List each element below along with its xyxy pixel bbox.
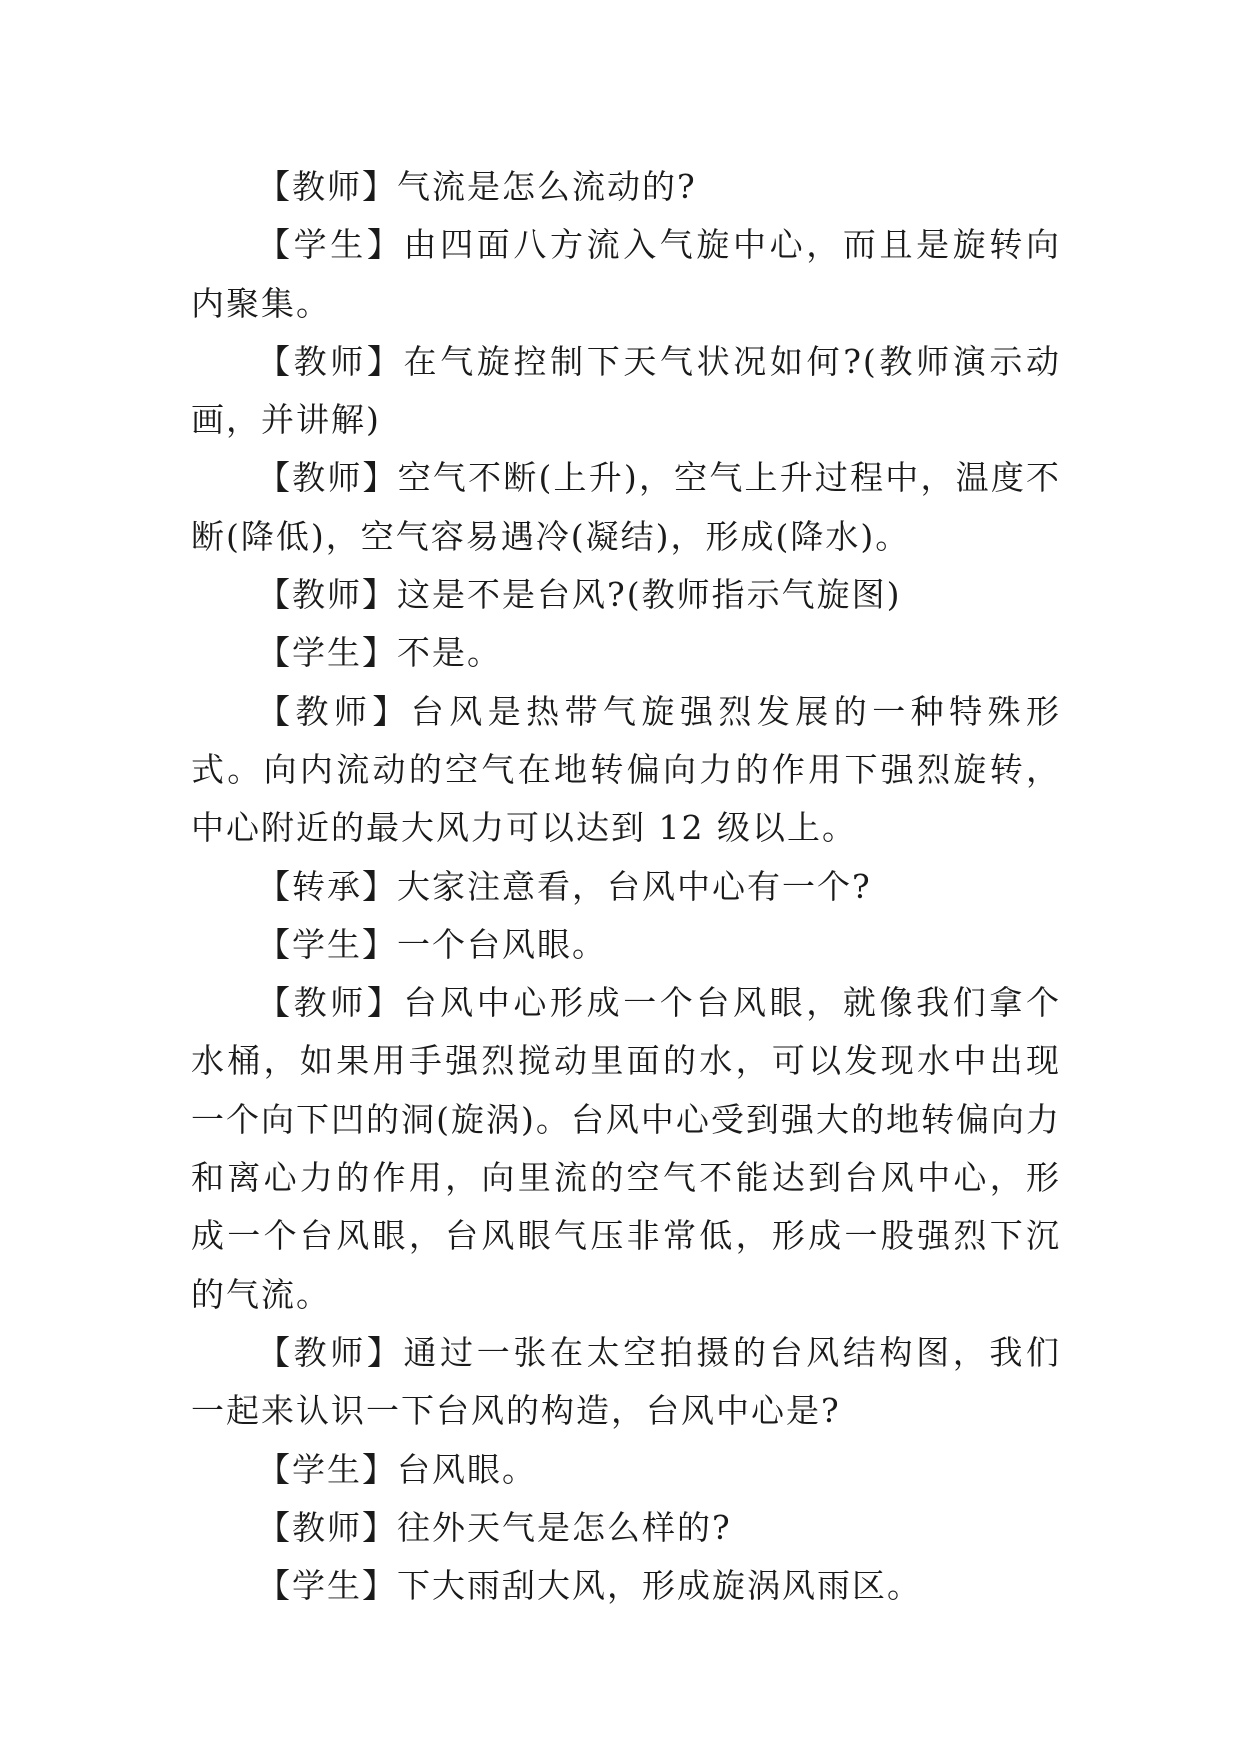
paragraph-13: 【教师】往外天气是怎么样的?	[257, 1507, 732, 1547]
paragraph-5: 【教师】这是不是台风?(教师指示气旋图)	[257, 575, 902, 615]
paragraph-10: 【教师】台风中心形成一个台风眼，就像我们拿个水桶，如果用手强烈搅动里面的水，可以发现水中出现一个向下凹的洞(旋涡)。台风中心受到强大的地转偏向力和离心力的作用，向里流的空气不能达到台风中心，形成一个台风眼，台风眼气压非常低，形成一股强烈下沉的气流。	[191, 983, 1061, 1314]
paragraph-2: 【学生】由四面八方流入气旋中心，而且是旋转向内聚集。	[191, 225, 1061, 323]
paragraph-7: 【教师】台风是热带气旋强烈发展的一种特殊形式。向内流动的空气在地转偏向力的作用下强烈旋转，中心附近的最大风力可以达到 12 级以上。	[191, 691, 1061, 848]
paragraph-1: 【教师】气流是怎么流动的?	[257, 167, 697, 206]
paragraph-11: 【教师】通过一张在太空拍摄的台风结构图，我们一起来认识一下台风的构造，台风中心是?	[191, 1332, 1061, 1431]
paragraph-3: 【教师】在气旋控制下天气状况如何?(教师演示动画，并讲解)	[191, 341, 1061, 440]
paragraph-6: 【学生】不是。	[257, 633, 502, 673]
paragraph-8: 【转承】大家注意看，台风中心有一个?	[257, 866, 872, 906]
paragraph-9: 【学生】一个台风眼。	[257, 924, 607, 964]
paragraph-14: 【学生】下大雨刮大风，形成旋涡风雨区。	[257, 1566, 922, 1606]
paragraph-12: 【学生】台风眼。	[257, 1449, 537, 1489]
document-body	[191, 158, 1061, 1615]
paragraph-4: 【教师】空气不断(上升)，空气上升过程中，温度不断(降低)，空气容易遇冷(凝结)，形成(降水)。	[191, 458, 1061, 556]
